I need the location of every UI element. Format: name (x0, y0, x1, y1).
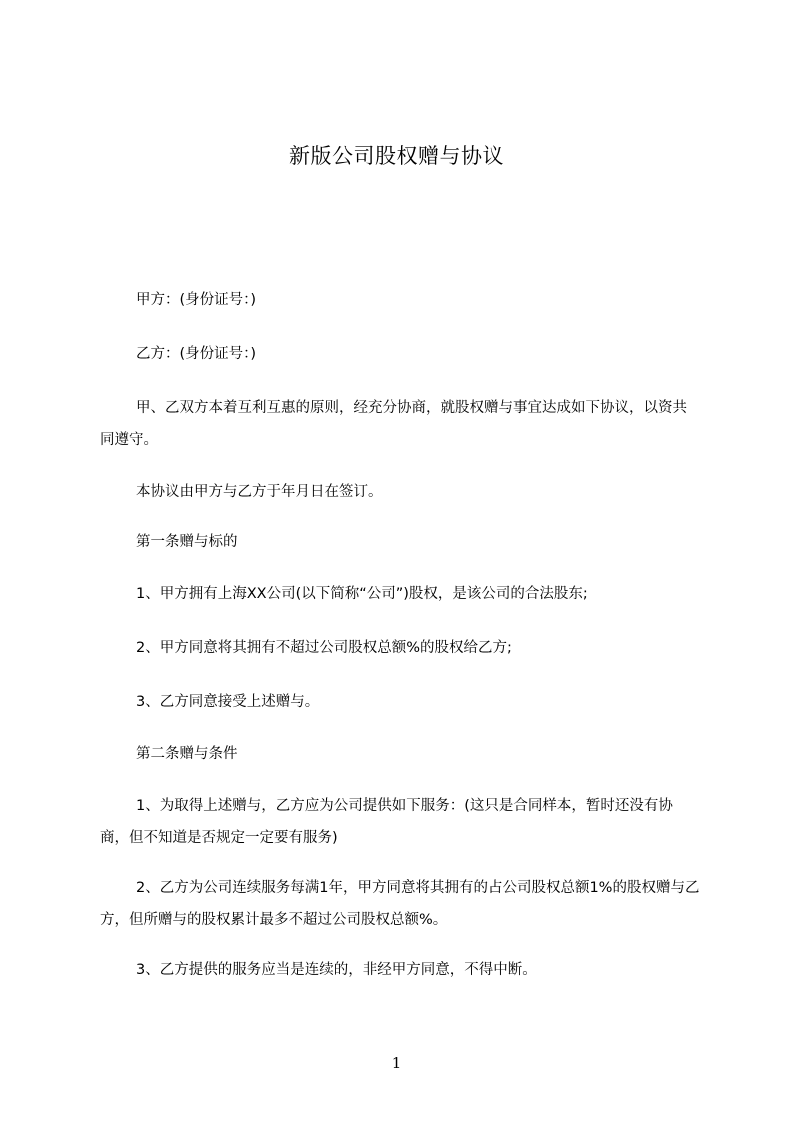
article-1-clause-1: 1、甲方拥有上海XX公司(以下简称“公司”)股权，是该公司的合法股东; (136, 586, 588, 602)
document-title: 新版公司股权赠与协议 (289, 144, 504, 168)
article-1-heading: 第一条赠与标的 (136, 534, 238, 550)
party-b-line: 乙方：(身份证号：) (136, 346, 257, 362)
article-1-clause-2: 2、甲方同意将其拥有不超过公司股权总额%的股权给乙方; (136, 640, 512, 656)
signing-statement: 本协议由甲方与乙方于年月日在签订。 (136, 484, 383, 500)
preamble-paragraph: 甲、乙双方本着互利互惠的原则，经充分协商，就股权赠与事宜达成如下协议，以资共同遵守。 (100, 400, 687, 448)
article-2-clause-1: 1、为取得上述赠与，乙方应为公司提供如下服务：(这只是合同样本，暂时还没有协商，但不知道是否规定一定要有服务) (100, 798, 673, 846)
article-1-clause-3: 3、乙方同意接受上述赠与。 (136, 694, 320, 710)
article-2-clause-2: 2、乙方为公司连续服务每满1年，甲方同意将其拥有的占公司股权总额1%的股权赠与乙方，但所赠与的股权累计最多不超过公司股权总额%。 (100, 880, 700, 928)
page-number: 1 (391, 1054, 402, 1072)
party-a-line: 甲方：(身份证号：) (136, 292, 257, 308)
article-2-clause-3: 3、乙方提供的服务应当是连续的，非经甲方同意，不得中断。 (136, 962, 537, 978)
article-2-heading: 第二条赠与条件 (136, 746, 238, 762)
